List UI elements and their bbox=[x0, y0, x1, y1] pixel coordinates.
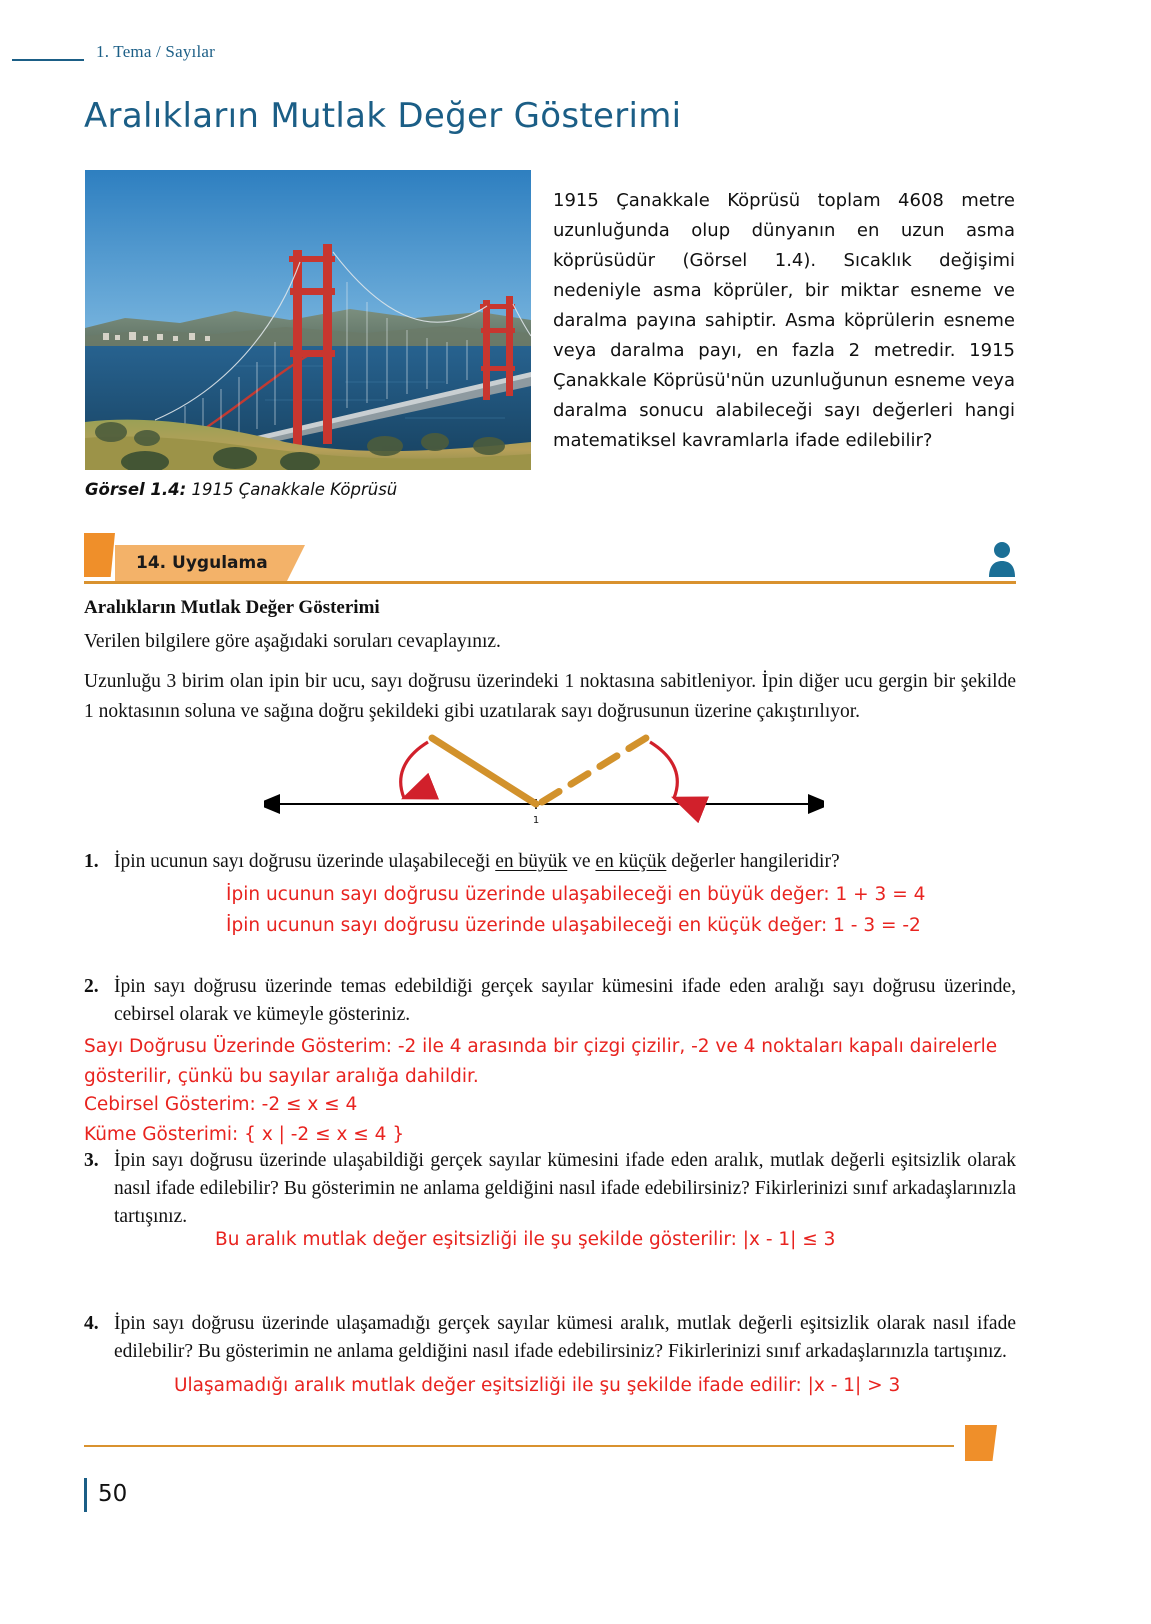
q1-seg-c: ve bbox=[567, 851, 596, 872]
question-3-number: 3. bbox=[84, 1150, 99, 1171]
footer-rule bbox=[84, 1445, 954, 1447]
answer-2-line-1: Sayı Doğrusu Üzerinde Gösterim: -2 ile 4 arasında bir çizgi çizilir, -2 ve 4 noktaları kapalı dairelerle gösterilir, çünkü bu sayılar aralığa dahildir. bbox=[84, 1036, 998, 1087]
running-head-rule bbox=[12, 59, 84, 61]
question-3 bbox=[84, 1147, 1016, 1231]
application-subheading: Aralıkların Mutlak Değer Gösterimi bbox=[84, 597, 380, 618]
question-1-text bbox=[114, 848, 1016, 876]
person-icon bbox=[987, 537, 1017, 581]
question-4 bbox=[84, 1310, 1016, 1366]
application-tag-label: 14. Uygulama bbox=[136, 553, 268, 573]
q1-seg-d-underlined: en küçük bbox=[595, 851, 667, 872]
answer-1-line-2: İpin ucunun sayı doğrusu üzerinde ulaşabileceği en küçük değer: 1 - 3 = -2 bbox=[226, 915, 921, 936]
running-head-label: 1. Tema / Sayılar bbox=[96, 42, 215, 61]
question-1-number: 1. bbox=[84, 851, 99, 872]
answer-3-line-1: Bu aralık mutlak değer eşitsizliği ile şu şekilde gösterilir: |x - 1| ≤ 3 bbox=[215, 1229, 836, 1250]
page-number-bar bbox=[84, 1478, 87, 1512]
page-title: Aralıkların Mutlak Değer Gösterimi bbox=[84, 96, 682, 136]
application-setup-text: Uzunluğu 3 birim olan ipin bir ucu, sayı doğrusu üzerindeki 1 noktasına sabitleniyor. İpin diğer ucu gergin bir şekilde 1 noktasının soluna ve sağına doğru şekildeki gibi uzatılarak sayı doğrusunun üzerine çakıştırılıyor. bbox=[84, 671, 1016, 722]
answer-1-line-1: İpin ucunun sayı doğrusu üzerinde ulaşabileceği en büyük değer: 1 + 3 = 4 bbox=[226, 884, 926, 905]
number-line-diagram bbox=[264, 726, 824, 836]
figure-caption-label: Görsel 1.4: bbox=[85, 480, 187, 499]
answer-2-line-2: Cebirsel Gösterim: -2 ≤ x ≤ 4 bbox=[84, 1094, 358, 1115]
question-1 bbox=[84, 848, 1016, 876]
figure-caption bbox=[85, 480, 397, 499]
canakkale-bridge-photo bbox=[85, 170, 531, 470]
question-2-number: 2. bbox=[84, 976, 99, 997]
intro-paragraph: 1915 Çanakkale Köprüsü toplam 4608 metre uzunluğunda olup dünyanın en uzun asma köprüsüdür (Görsel 1.4). Sıcaklık değişimi nedeniyle asma köprüler, bir miktar esneme ve daralma payına sahiptir. Asma köprülerin esneme veya daralma payı, en fazla 2 metredir. 1915 Çanakkale Köprüsü'nün uzunluğunun esneme veya daralma sonucu alabileceği sayı değerleri hangi matematiksel kavramlarla ifade edilebilir? bbox=[553, 190, 1015, 451]
question-3-text: İpin sayı doğrusu üzerinde ulaşabildiği gerçek sayılar kümesini ifade eden aralık, mutlak değerli eşitsizlik olarak nasıl ifade edilebilir? Bu gösterimin ne anlama geldiğini nasıl ifade edebilirsiniz? Fikirlerinizi sınıf arkadaşlarınızla tartışınız. bbox=[114, 1150, 1016, 1227]
figure-caption-text: 1915 Çanakkale Köprüsü bbox=[186, 480, 398, 499]
running-head bbox=[0, 42, 1151, 70]
question-4-text: İpin sayı doğrusu üzerinde ulaşamadığı gerçek sayılar kümesi aralık, mutlak değerli eşitsizlik olarak nasıl ifade edilebilir? Bu gösterimin ne anlama geldiğini nasıl ifade edebilirsiniz? Fikirlerinizi sınıf arkadaşlarınızla tartışınız. bbox=[114, 1313, 1016, 1362]
page-number: 50 bbox=[98, 1481, 128, 1507]
banner-underline bbox=[84, 581, 1016, 584]
question-4-number: 4. bbox=[84, 1313, 99, 1334]
question-2-text: İpin sayı doğrusu üzerinde temas edebildiği gerçek sayılar kümesini ifade eden aralığı sayı doğrusu üzerinde, cebirsel olarak ve kümeyle gösteriniz. bbox=[114, 976, 1016, 1025]
application-banner bbox=[84, 533, 1016, 585]
answer-4-line-1: Ulaşamadığı aralık mutlak değer eşitsizliği ile şu şekilde ifade edilir: |x - 1| > 3 bbox=[174, 1375, 901, 1396]
q1-seg-a: İpin ucunun sayı doğrusu üzerinde ulaşabileceği bbox=[114, 851, 496, 872]
application-instruction: Verilen bilgilere göre aşağıdaki soruları cevaplayınız. bbox=[84, 631, 501, 652]
question-2 bbox=[84, 973, 1016, 1029]
answer-2-line-3: Küme Gösterimi: { x | -2 ≤ x ≤ 4 } bbox=[84, 1124, 405, 1145]
q1-seg-b-underlined: en büyük bbox=[495, 851, 568, 872]
axis-tick-label-1: 1 bbox=[532, 815, 540, 826]
q1-seg-e: değerler hangileridir? bbox=[666, 851, 840, 872]
footer-accent-square bbox=[965, 1425, 997, 1461]
banner-accent-square bbox=[84, 533, 115, 577]
